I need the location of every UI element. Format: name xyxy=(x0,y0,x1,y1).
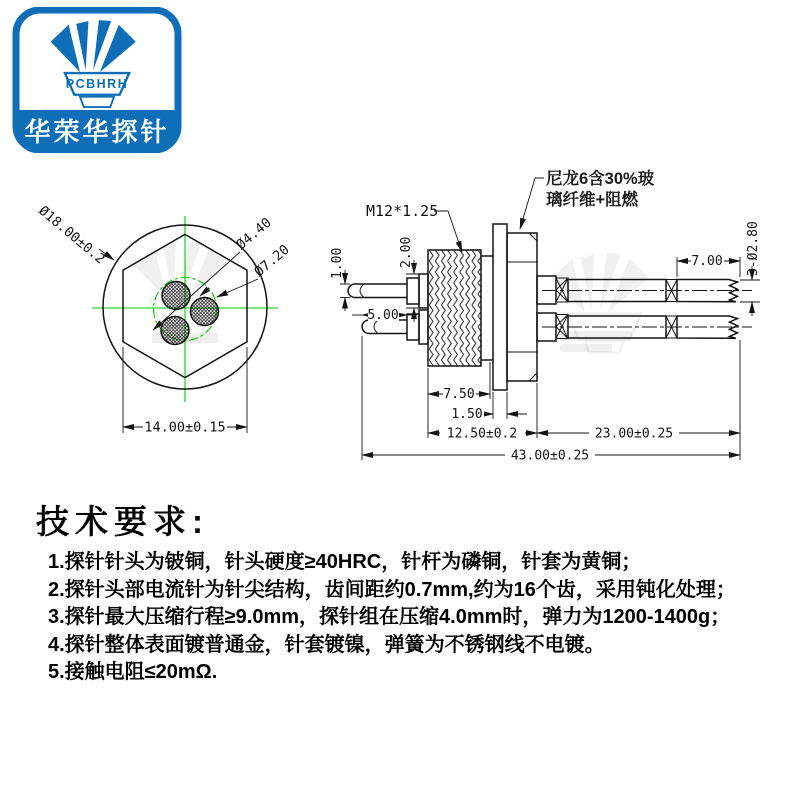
svg-text:12.50±0.2: 12.50±0.2 xyxy=(446,426,518,442)
flange xyxy=(493,224,507,390)
hex-body xyxy=(507,233,537,381)
dim-tip-length xyxy=(677,254,740,277)
tech-item: 2.探针头部电流针为针尖结构，齿间距约0.7mm,约为16个齿，采用钝化处理； xyxy=(48,578,736,601)
label-thread-spec xyxy=(366,202,462,252)
thread-section xyxy=(428,250,481,366)
dim-step-height xyxy=(399,237,424,322)
svg-text:7.00: 7.00 xyxy=(691,254,723,269)
svg-text:M12*1.25: M12*1.25 xyxy=(366,202,439,220)
front-view xyxy=(35,203,292,436)
probe-circle xyxy=(162,282,190,310)
dim-total-length xyxy=(362,336,740,464)
svg-text:Ø4.40: Ø4.40 xyxy=(233,214,275,254)
svg-text:1.00: 1.00 xyxy=(330,247,345,279)
dim-tail-thickness xyxy=(330,248,350,311)
tech-item: 5.接触电阻≤20mΩ. xyxy=(48,661,218,683)
dim-rear-length xyxy=(537,340,740,460)
svg-text:璃纤维+阻燃: 璃纤维+阻燃 xyxy=(546,191,639,209)
label-pitch-diameter xyxy=(217,242,293,297)
probe-circle xyxy=(191,298,219,326)
svg-text:1.50: 1.50 xyxy=(451,407,483,422)
logo-company-name: 华荣华探针 xyxy=(24,117,170,147)
label-material-note xyxy=(520,168,655,229)
svg-text:14.00±0.15: 14.00±0.15 xyxy=(144,419,226,436)
dim-pin-count-diameter xyxy=(740,221,761,316)
neck-section xyxy=(481,256,493,360)
tech-item: 4.探针整体表面镀普通金，针套镀镍，弹簧为不锈钢线不电镀。 xyxy=(48,633,605,656)
tech-title: 技术要求: xyxy=(36,503,209,540)
svg-text:7.50: 7.50 xyxy=(443,387,475,402)
svg-text:Ø7.20: Ø7.20 xyxy=(251,241,293,281)
tech-item: 1.探针针头为铍铜，针头硬度≥40HRC，针杆为磷铜，针套为黄铜； xyxy=(48,551,642,573)
tech-item: 3.探针最大压缩行程≥9.0mm，探针组在压缩4.0mm时，弹力为1200-1400g； xyxy=(48,606,731,628)
svg-text:尼龙6含30%玻: 尼龙6含30%玻 xyxy=(546,170,655,188)
logo-brand-text: PCBHRH xyxy=(65,77,129,91)
probe-circle xyxy=(161,317,189,345)
company-logo xyxy=(12,7,182,153)
label-outer-diameter xyxy=(35,203,114,268)
svg-text:Ø18.00±0.2: Ø18.00±0.2 xyxy=(35,202,108,268)
svg-text:23.00±0.25: 23.00±0.25 xyxy=(594,426,674,442)
side-view xyxy=(330,168,761,464)
svg-text:3-Ø2.80: 3-Ø2.80 xyxy=(746,221,761,276)
svg-text:43.00±0.25: 43.00±0.25 xyxy=(510,448,590,464)
tech-requirements xyxy=(36,496,796,687)
svg-text:5.00: 5.00 xyxy=(367,308,399,323)
svg-text:2.00: 2.00 xyxy=(399,236,414,268)
